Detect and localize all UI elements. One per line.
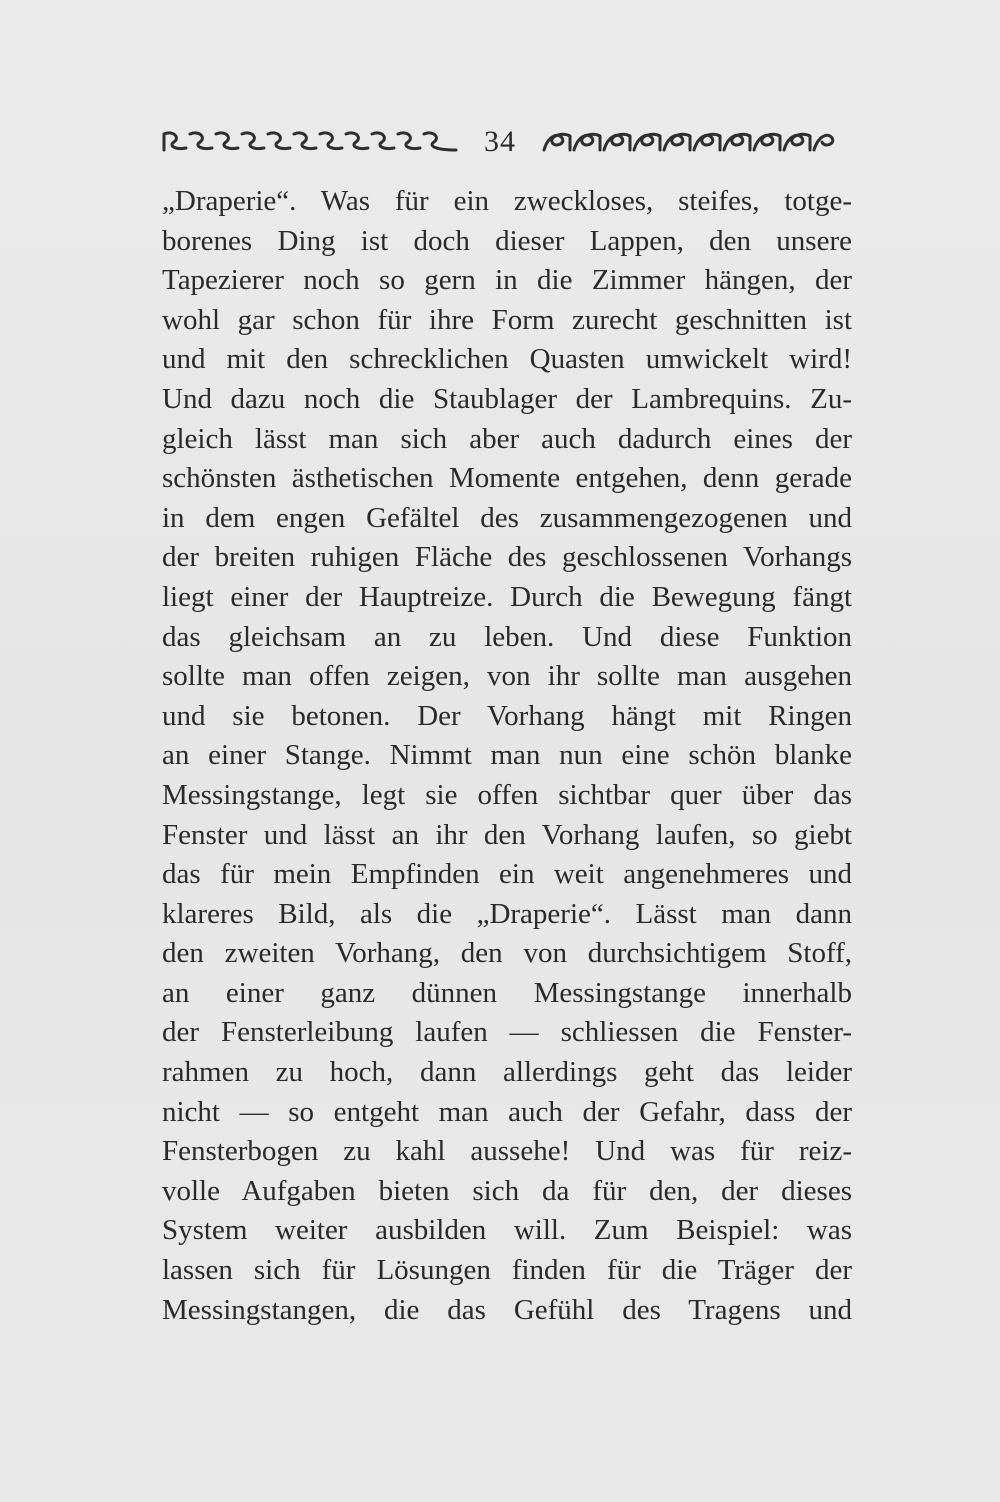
text-line: wohl gar schon für ihre Form zurecht geschnitten ist: [162, 303, 852, 336]
text-line: System weiter ausbilden will. Zum Beispiel: was: [162, 1214, 852, 1247]
ornament-left-icon: [160, 128, 460, 156]
page-number: 34: [484, 125, 516, 158]
text-line: in dem engen Gefältel des zusammengezogenen und: [162, 501, 852, 534]
text-line: Messingstange, legt sie offen sichtbar quer über das: [162, 778, 852, 811]
text-line: Fenster und lässt an ihr den Vorhang laufen, so giebt: [162, 818, 852, 851]
text-line: sollte man offen zeigen, von ihr sollte man ausgehen: [162, 660, 852, 693]
text-line: Fensterbogen zu kahl aussehe! Und was für reiz-: [162, 1135, 852, 1168]
text-line: das gleichsam an zu leben. Und diese Funktion: [162, 620, 852, 653]
body-text: [162, 182, 852, 1330]
text-line: und sie betonen. Der Vorhang hängt mit Ringen: [162, 699, 852, 732]
text-line: borenes Ding ist doch dieser Lappen, den unsere: [162, 224, 852, 257]
text-line: liegt einer der Hauptreize. Durch die Bewegung fängt: [162, 580, 852, 613]
text-line: rahmen zu hoch, dann allerdings geht das leider: [162, 1056, 852, 1089]
text-line: volle Aufgaben bieten sich da für den, der dieses: [162, 1174, 852, 1207]
text-line: Tapezierer noch so gern in die Zimmer hängen, der: [162, 264, 852, 297]
text-line: Und dazu noch die Staublager der Lambrequins. Zu-: [162, 382, 852, 415]
text-line: „Draperie“. Was für ein zweckloses, steifes, totge-: [162, 185, 852, 217]
ornament-right-icon: [540, 128, 840, 156]
text-line: schönsten ästhetischen Momente entgehen, denn gerade: [162, 462, 852, 495]
text-line: den zweiten Vorhang, den von durchsichtigem Stoff,: [162, 937, 852, 970]
text-line: klareres Bild, als die „Draperie“. Lässt man dann: [162, 897, 852, 930]
text-line: an einer ganz dünnen Messingstange innerhalb: [162, 976, 852, 1009]
text-line: nicht — so entgeht man auch der Gefahr, dass der: [162, 1095, 852, 1128]
text-line: Messingstangen, die das Gefühl des Tragens und: [162, 1293, 852, 1326]
text-line: an einer Stange. Nimmt man nun eine schön blanke: [162, 739, 852, 772]
text-line: das für mein Empfinden ein weit angenehmeres und: [162, 858, 852, 891]
page-header: [160, 124, 840, 160]
text-line: der Fensterleibung laufen — schliessen die Fenster-: [162, 1016, 852, 1049]
text-line: und mit den schrecklichen Quasten umwickelt wird!: [162, 343, 852, 376]
text-line: gleich lässt man sich aber auch dadurch eines der: [162, 422, 852, 455]
text-line: lassen sich für Lösungen finden für die Träger der: [162, 1254, 852, 1287]
text-line: der breiten ruhigen Fläche des geschlossenen Vorhangs: [162, 541, 852, 574]
